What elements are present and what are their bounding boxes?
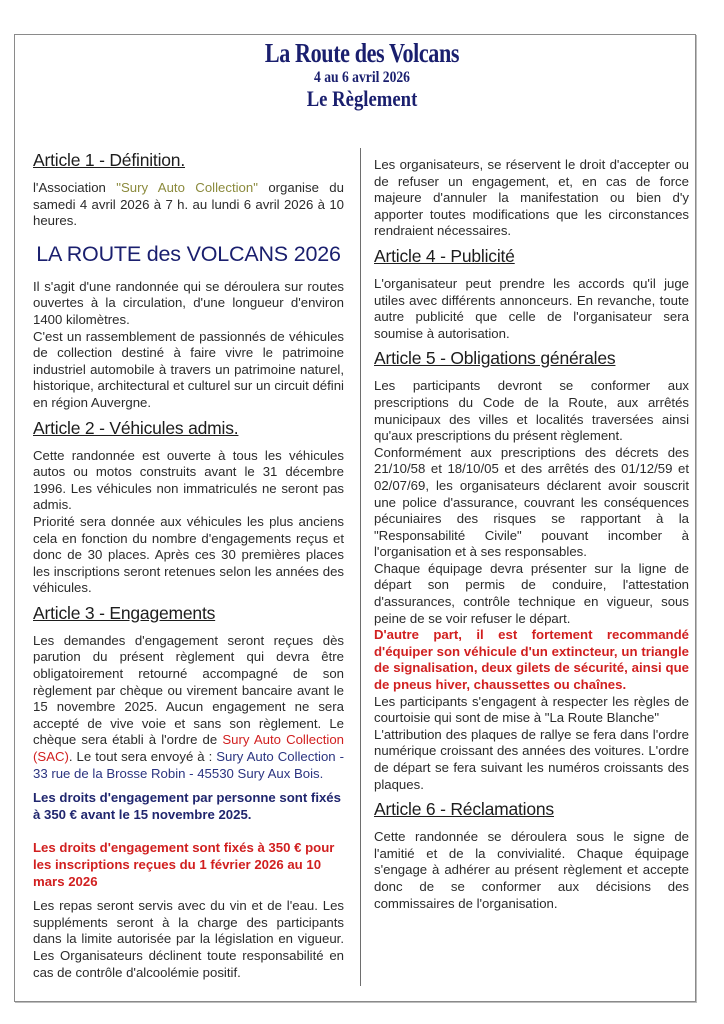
column-divider [360,148,361,986]
article-3 [33,603,344,981]
text-run: Les demandes d'engagement seront reçues dès parution du présent règlement qui devra être obligatoirement retourné accompagné de son règlement par chèque ou virement bancaire avant le 15 novembre 2025. Aucun engagement ne sera accepté de vive voie et sans son règlement. Le chèque sera établi à l'ordre de [33,632,344,748]
fee-notice: Les droits d'engagement par personne sont fixés à 350 € avant le 15 novembre 2025. [33,790,341,822]
article-3-paragraph-3: Les organisateurs, se réservent le droit d'accepter ou de refuser un engagement, et, en cas de force majeure d'annuler la manifestation ou bien d'y apporter toutes modifications que les circonstances rendraient nécessaires. [374,157,689,239]
article-3-title: Article 3 - Engagements [33,602,216,623]
event-dates: 4 au 6 avril 2026 [314,69,410,86]
article-6 [374,799,689,912]
article-4 [374,246,689,342]
article-4-paragraph-1: L'organisateur peut prendre les accords qu'il juge utiles avec différents annonceurs. En revanche, toute autre publicité que celle de l'organisateur sera soumise à autorisation. [374,275,689,341]
text-run: l'Association [33,180,117,195]
article-3-paragraph-2: Les repas seront servis avec du vin et de l'eau. Les suppléments seront à la charge des participants dans la limite autorisée par la législation en vigueur. Les Organisateurs déclinent toute responsabilité en cas de contrôle d'alcoolémie positif. [33,898,344,980]
association-name: "Sury Auto Collection" [116,180,258,195]
article-1-title: Article 1 - Définition. [33,150,185,170]
article-1-paragraph-1 [33,180,344,230]
article-2-paragraph-2: Priorité sera donnée aux véhicules les plus anciens cela en fonction du nombre d'engagements reçus et donc de 30 places. Après ces 30 premières places les inscriptions seront retenues selon les années des véhicules. [33,513,344,596]
right-column [374,157,689,912]
article-2-paragraph-1: Cette randonnée est ouverte à tous les véhicules autos ou motos construits avant le 31 décembre 1996. Les véhicules non immatriculés ne seront pas admis. [33,447,344,513]
article-6-paragraph-1: Cette randonnée se déroulera sous le signe de l'amitié et de la convivialité. Chaque équipage s'engage à adhérer au présent règlement et accepte donc de se conformer aux décisions des commissaires de l'organisation. [374,829,689,911]
article-2-title: Article 2 - Véhicules admis. [33,417,239,438]
cheque-payee: Sury Auto Collection (SAC) [33,732,344,765]
postal-address: Sury Auto Collection - 33 rue de la Brosse Robin - 45530 Sury Aux Bois. [33,749,344,781]
safety-notice: D'autre part, il est fortement recommandé d'équiper son véhicule d'un extincteur, un triangle de signalisation, deux gilets de sécurité, ainsi que de pneus hiver, chaussettes ou chaînes. [374,627,689,693]
left-column [33,150,344,981]
article-5-paragraph-5: L'attribution des plaques de rallye se fera dans l'ordre numérique croissant des années des voitures. L'ordre de départ se fera suivant les numéros croissants des plaques. [374,726,689,792]
article-6-title: Article 6 - Réclamations [374,799,554,820]
document-subtitle: Le Règlement [306,86,418,111]
spacer [33,823,344,840]
document-header [0,38,724,111]
spacer [33,782,344,790]
text-run: organise du samedi 4 avril 2026 à 7 h. au lundi 6 avril 2026 à 10 heures. [33,180,344,229]
article-3-paragraph-1 [33,633,344,782]
event-title: LA ROUTE des VOLCANS 2026 [36,241,341,266]
document-title: La Route des Volcans [264,38,460,68]
article-5-paragraph-3: Chaque équipage devra présenter sur la ligne de départ son permis de conduire, l'attestation d'assurances, contrôle technique en vigueur, sous peine de se voir refuser le départ. [374,560,689,626]
article-1-paragraph-2: Il s'agit d'une randonnée qui se déroulera sur routes ouvertes à la circulation, d'une longueur d'environ 1400 kilomètres. [33,278,344,327]
article-5-paragraph-1: Les participants devront se conformer aux prescriptions du Code de la Route, aux arrêtés municipaux des villes et localités traversées ainsi qu'aux prescriptions du présent règlement. [374,378,689,444]
article-5-paragraph-2: Conformément aux prescriptions des décrets des 21/10/58 et 18/10/05 et des arrêtés des 01/12/59 et 02/07/69, les organisateurs déclarent avoir souscrit une police d'assurance, couvrant les conséquences pécuniaires des risques se rapportant à la "Responsabilité Civile" pouvant incomber à l'organisation et à ses responsables. [374,444,689,560]
article-1-paragraph-3: C'est un rassemblement de passionnés de véhicules de collection destiné à faire vivre le patrimoine industriel automobile à travers un patrimoine naturel, historique, architectural et culturel sur un circuit défini en région Auvergne. [33,328,344,410]
article-1 [33,150,344,412]
late-fee-notice: Les droits d'engagement sont fixés à 350 € pour les inscriptions reçues du 1 février 2026 au 10 mars 2026 [33,840,335,889]
text-run: . Le tout sera envoyé à : [68,749,217,765]
article-5-paragraph-4: Les participants s'engagent à respecter les règles de courtoisie qui sont de mise à "La Route Blanche" [374,693,689,726]
article-2 [33,418,344,597]
article-4-title: Article 4 - Publicité [374,245,515,266]
article-5-title: Article 5 - Obligations générales [374,348,616,369]
article-5 [374,348,689,793]
spacer [33,890,344,898]
